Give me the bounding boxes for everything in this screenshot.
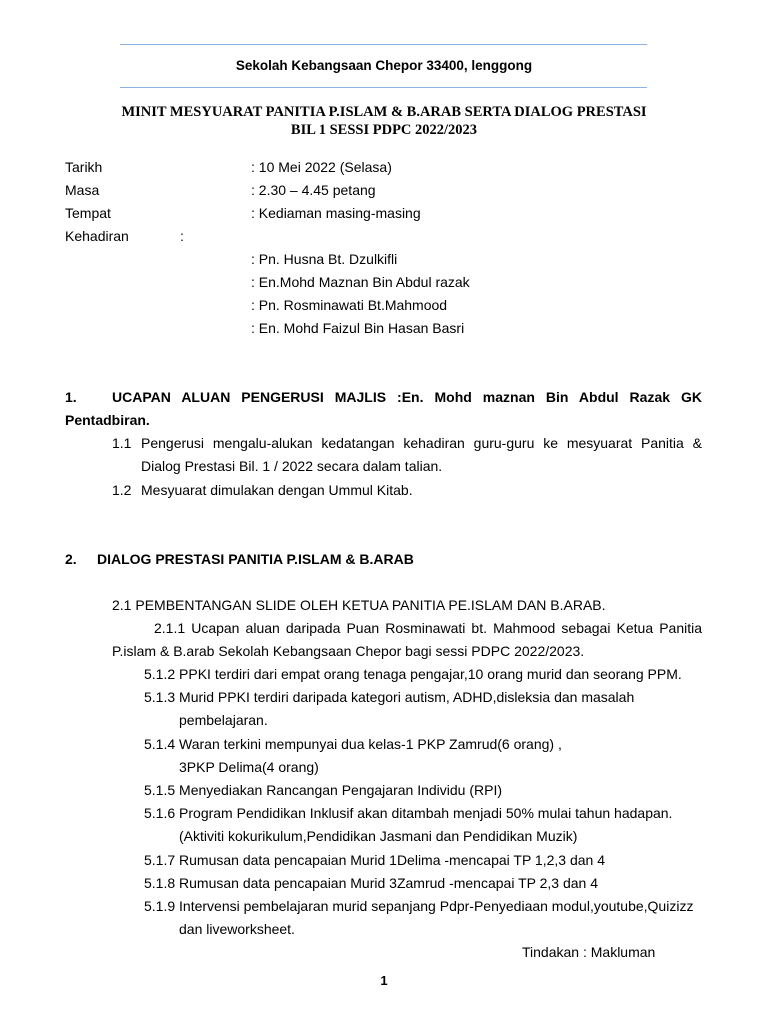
item-5-1-5: 5.1.5 Menyediakan Rancangan Pengajaran Individu (RPI) [144,782,503,798]
kehadiran-colon: : [180,228,184,244]
item-1-1-number: 1.1 [112,435,132,451]
item-5-1-3: 5.1.3 Murid PPKI terdiri daripada kategori autism, ADHD,disleksia dan masalah [144,689,635,705]
item-5-1-8: 5.1.8 Rumusan data pencapaian Murid 3Zamrud -mencapai TP 2,3 dan 4 [144,875,598,891]
document-title-line2: BIL 1 SESSI PDPC 2022/2023 [290,122,478,138]
attendee-item: : Pn. Rosminawati Bt.Mahmood [251,297,448,313]
header-bottom-rule [120,87,647,88]
item-1-2-text: Mesyuarat dimulakan dengan Ummul Kitab. [141,482,413,498]
para-2-1-1-cont: P.islam & B.arab Sekolah Kebangsaan Chepor bagi sessi PDPC 2022/2023. [112,643,585,659]
item-5-1-2: 5.1.2 PPKI terdiri dari empat orang tenaga pengajar,10 orang murid dan seorang PPM. [144,666,682,682]
tempat-value: : Kediaman masing-masing [251,205,421,221]
tarikh-value: : 10 Mei 2022 (Selasa) [251,159,392,175]
tarikh-label: Tarikh [65,159,103,175]
section2-number: 2. [65,551,77,567]
section1-heading-cont: Pentadbiran. [65,412,150,428]
masa-label: Masa [65,182,100,198]
item-5-1-4: 5.1.4 Waran terkini mempunyai dua kelas-1 PKP Zamrud(6 orang) , [144,736,562,752]
subsection-2-1-heading: 2.1 PEMBENTANGAN SLIDE OLEH KETUA PANITIA PE.ISLAM DAN B.ARAB. [112,597,606,613]
item-1-1-text: Pengerusi mengalu-alukan kedatangan kehadiran guru-guru ke mesyuarat Panitia & [141,435,702,451]
school-name: Sekolah Kebangsaan Chepor 33400, lenggong [235,58,533,73]
item-5-1-6: 5.1.6 Program Pendidikan Inklusif akan ditambah menjadi 50% mulai tahun hadapan. [144,805,673,821]
item-5-1-4-cont: 3PKP Delima(4 orang) [179,759,319,775]
kehadiran-label: Kehadiran [65,228,129,244]
attendee-item: : En.Mohd Maznan Bin Abdul razak [251,274,470,290]
section1-heading: UCAPAN ALUAN PENGERUSI MAJLIS :En. Mohd maznan Bin Abdul Razak GK [112,389,702,405]
attendee-item: : Pn. Husna Bt. Dzulkifli [251,251,398,267]
tempat-label: Tempat [65,205,111,221]
item-5-1-3-cont: pembelajaran. [179,712,268,728]
masa-value: : 2.30 – 4.45 petang [251,182,376,198]
page-number: 1 [380,973,388,988]
section2-heading: DIALOG PRESTASI PANITIA P.ISLAM & B.ARAB [97,551,414,567]
item-5-1-6-cont: (Aktiviti kokurikulum,Pendidikan Jasmani dan Pendidikan Muzik) [179,828,578,844]
item-1-1-text-cont: Dialog Prestasi Bil. 1 / 2022 secara dalam talian. [141,458,443,474]
attendee-item: : En. Mohd Faizul Bin Hasan Basri [251,320,465,336]
item-5-1-7: 5.1.7 Rumusan data pencapaian Murid 1Delima -mencapai TP 1,2,3 dan 4 [144,852,605,868]
para-2-1-1: 2.1.1 Ucapan aluan daripada Puan Rosminawati bt. Mahmood sebagai Ketua Panitia [154,620,702,636]
tindakan-note: Tindakan : Makluman [522,944,656,960]
header-top-rule [120,44,647,45]
section1-number: 1. [65,389,77,405]
item-5-1-9-cont: dan liveworksheet. [179,921,295,937]
item-1-2-number: 1.2 [112,482,132,498]
item-5-1-9: 5.1.9 Intervensi pembelajaran murid sepanjang Pdpr-Penyediaan modul,youtube,Quizizz [144,898,694,914]
document-title-line1: MINIT MESYUARAT PANITIA P.ISLAM & B.ARAB SERTA DIALOG PRESTASI [121,104,647,120]
